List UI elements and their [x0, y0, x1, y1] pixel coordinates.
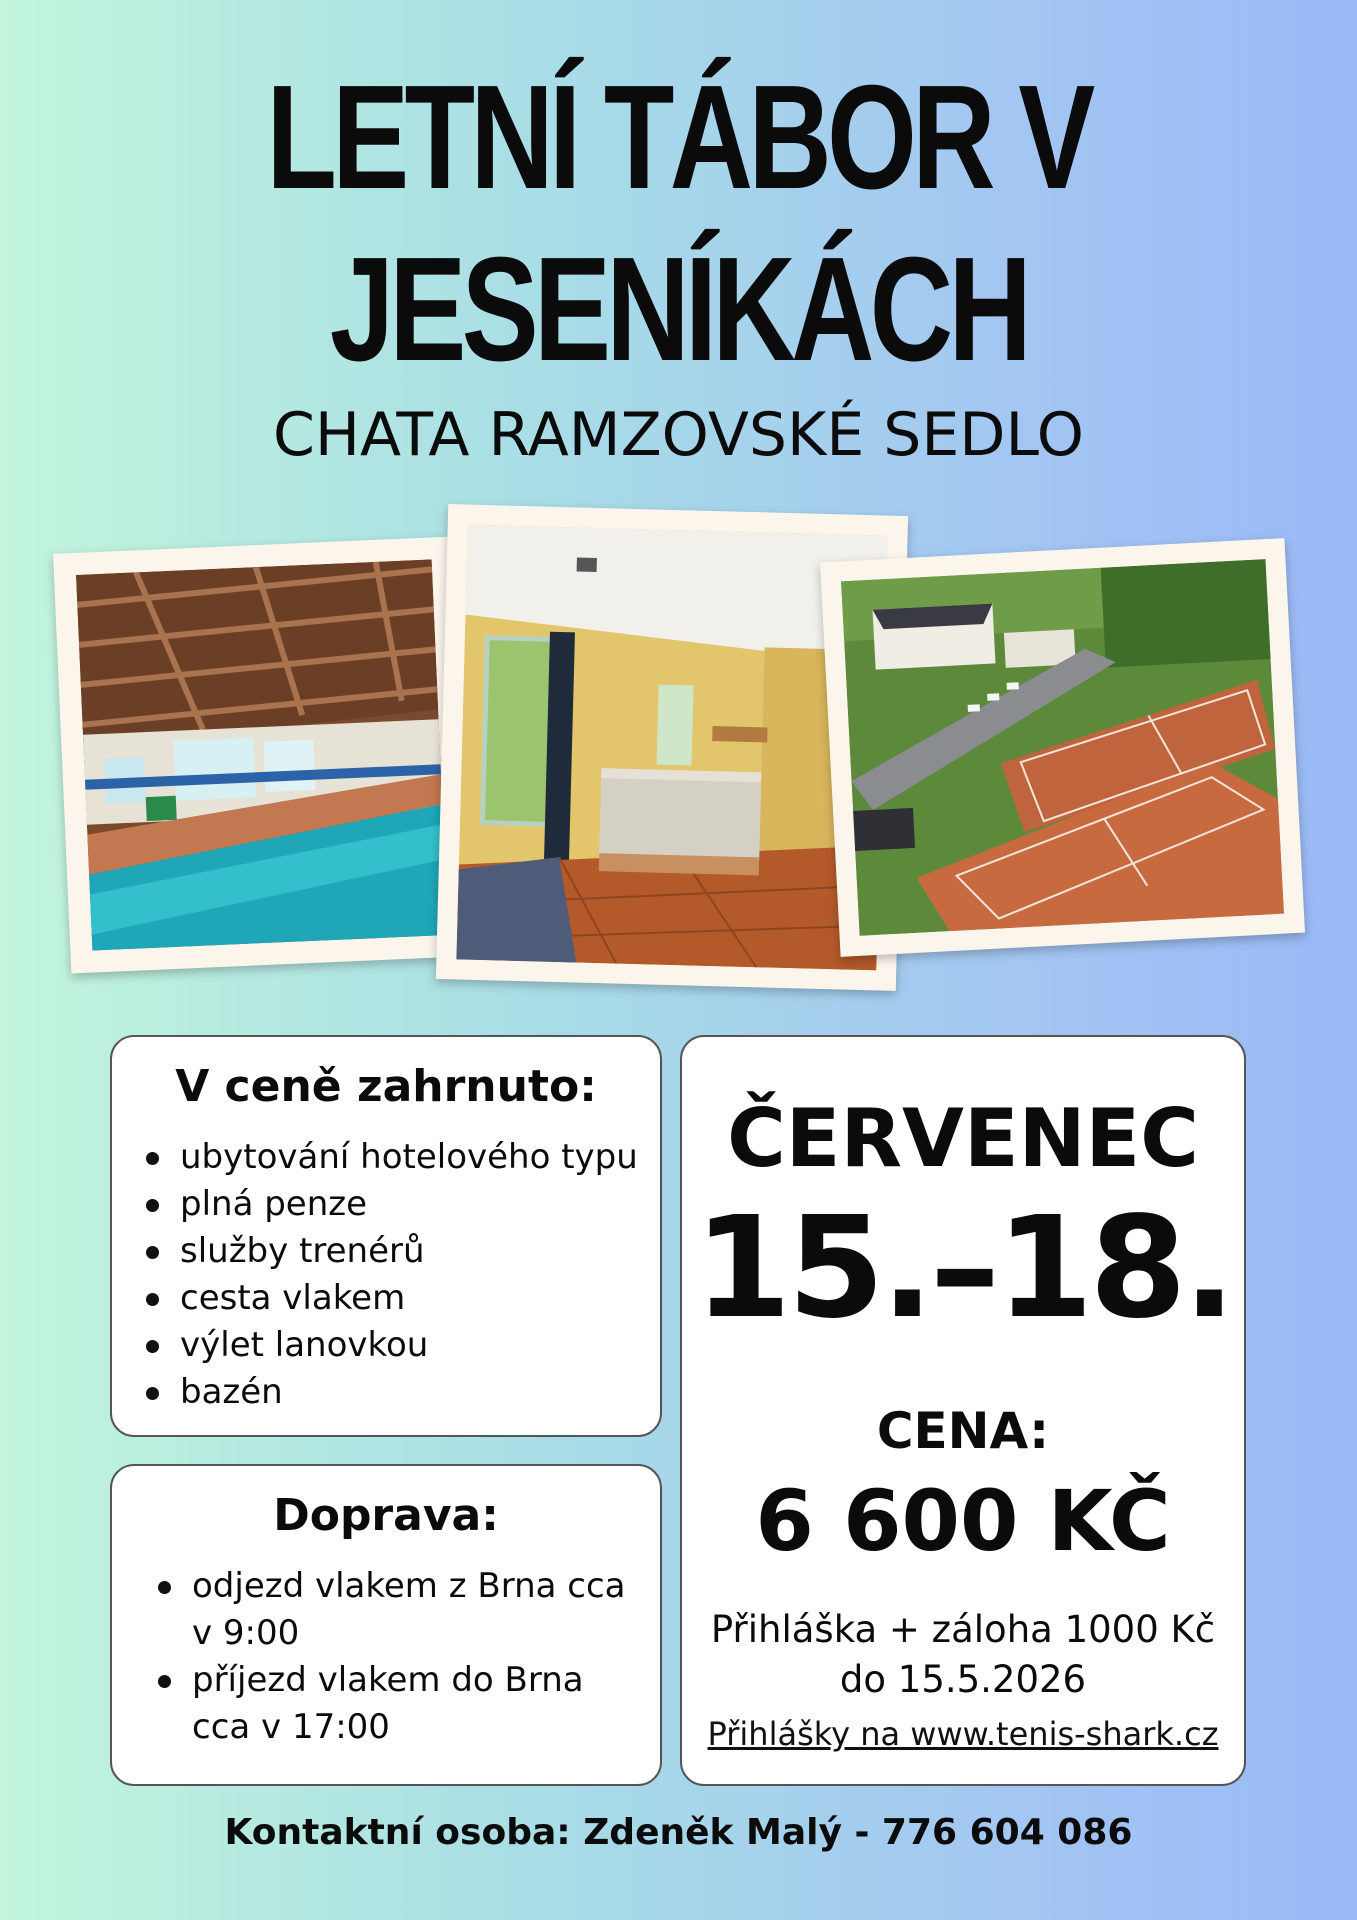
deposit-line-1: Přihláška + záloha 1000 Kč: [710, 1608, 1216, 1651]
price-label: CENA:: [876, 1402, 1050, 1460]
month: ČERVENEC: [727, 1092, 1199, 1185]
transport-title: Doprava:: [273, 1490, 499, 1541]
list-item: ubytování hotelového typu: [180, 1134, 660, 1181]
list-item: plná penze: [180, 1181, 660, 1228]
transport-box: [110, 1464, 662, 1786]
price-value: 6 600 KČ: [755, 1472, 1171, 1570]
date-price-box: [680, 1035, 1246, 1786]
included-box: [110, 1035, 662, 1437]
list-item: odjezd vlakem z Brna cca v 9:00: [192, 1563, 632, 1657]
deposit-line-2: do 15.5.2026: [839, 1658, 1087, 1701]
tennis-courts-photo: [820, 538, 1305, 957]
pool-photo: [53, 536, 471, 973]
registration-link[interactable]: Přihlášky na www.tenis-shark.cz: [707, 1715, 1219, 1753]
transport-list: [192, 1563, 632, 1751]
deposit-info: [682, 1605, 1244, 1705]
title-line-1: LETNÍ TÁBOR V: [266, 55, 1091, 220]
list-item: výlet lanovkou: [180, 1322, 660, 1369]
list-item: služby trenérů: [180, 1228, 660, 1275]
contact-person: Kontaktní osoba: Zdeněk Malý - 776 604 086: [224, 1812, 1133, 1853]
included-title: V ceně zahrnuto:: [175, 1061, 597, 1112]
list-item: bazén: [180, 1369, 660, 1416]
subtitle: CHATA RAMZOVSKÉ SEDLO: [272, 400, 1085, 470]
date-range: 15.–18.: [693, 1187, 1232, 1350]
list-item: příjezd vlakem do Brna cca v 17:00: [192, 1657, 632, 1751]
title-line-2: JESENÍKÁCH: [329, 227, 1028, 392]
list-item: cesta vlakem: [180, 1275, 660, 1322]
included-list: [180, 1134, 660, 1416]
